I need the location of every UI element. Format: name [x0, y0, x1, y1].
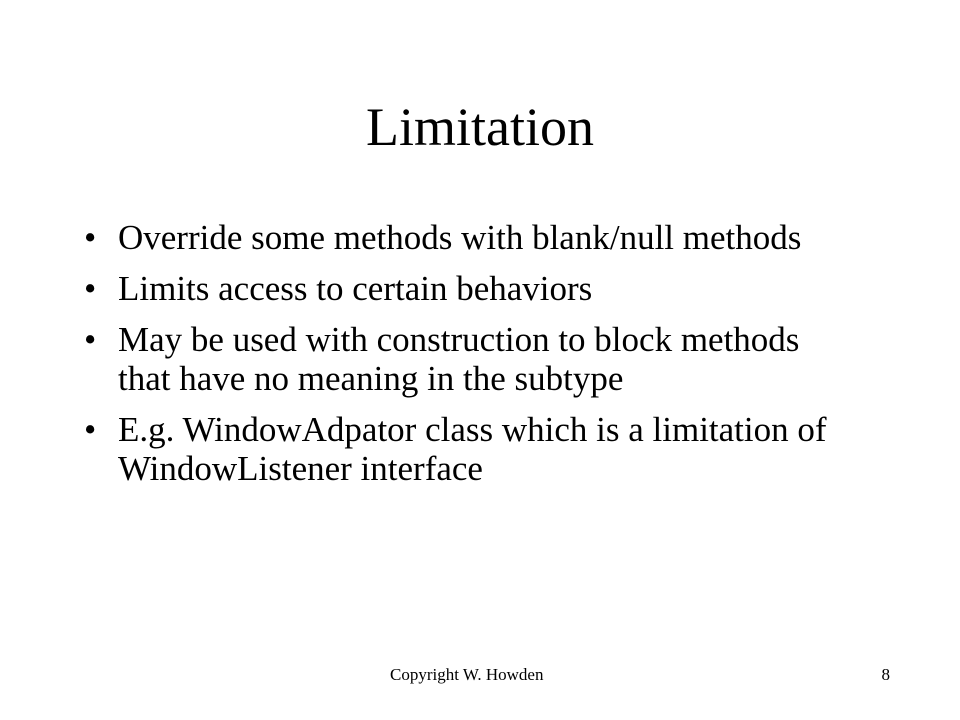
bullet-dot-icon: •: [84, 269, 97, 308]
bullet-item-2: [78, 269, 858, 308]
bullet-item-3: [78, 320, 858, 398]
bullet-text: Override some methods with blank/null methods: [118, 218, 802, 257]
bullet-text: May be used with construction to block methods that have no meaning in the subtype: [118, 320, 800, 398]
bullet-text: Limits access to certain behaviors: [118, 269, 593, 308]
bullet-dot-icon: •: [84, 410, 97, 449]
bullet-dot-icon: •: [84, 218, 97, 257]
bullet-dot-icon: •: [84, 320, 97, 359]
bullet-text: E.g. WindowAdpator class which is a limitation of WindowListener interface: [118, 410, 827, 488]
page-number: 8: [881, 665, 890, 684]
bullet-list: [78, 218, 858, 500]
bullet-item-4: [78, 410, 858, 488]
bullet-item-1: [78, 218, 858, 257]
slide-title: Limitation: [366, 97, 594, 157]
footer-copyright: Copyright W. Howden: [390, 665, 544, 684]
